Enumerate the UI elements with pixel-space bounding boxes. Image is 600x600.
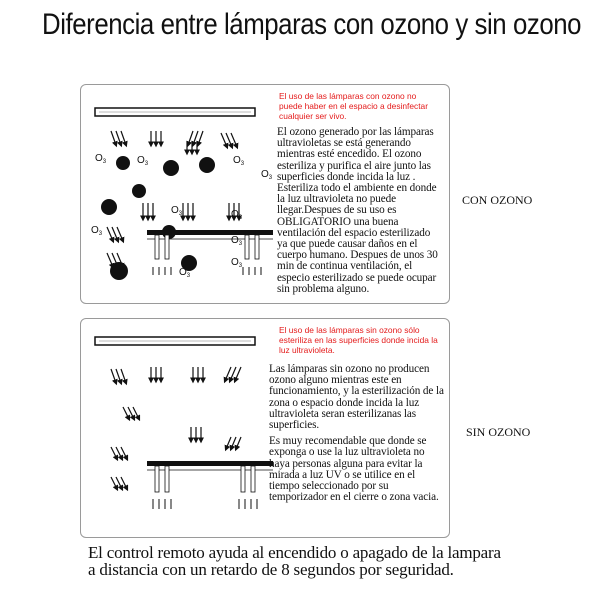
uv-ray-arrow xyxy=(225,367,231,381)
uv-ray-arrow xyxy=(231,133,237,147)
ozone-particle-icon xyxy=(116,156,130,170)
panel-sin-ozono xyxy=(80,318,450,538)
ozone-o3-label: $O_3$ xyxy=(231,235,243,247)
uv-ray-arrow xyxy=(107,227,113,241)
con-ozono-description xyxy=(277,127,443,295)
uv-ray-arrow xyxy=(133,407,139,419)
uv-ray-arrow xyxy=(111,447,117,459)
sin-ozono-description-paragraph-1: Las lámparas sin ozono no producen ozono alguno mientras este en funcionamiento, y la esterilización de la zona o espacio donde incida la luz ultravioleta seran esterilizanas las superficies. xyxy=(269,363,444,432)
sin-ozono-label: SIN OZONO xyxy=(466,425,531,439)
con-ozono-label: CON OZONO xyxy=(462,193,533,207)
uv-ray-arrow xyxy=(231,437,236,449)
ozone-particle-icon xyxy=(110,262,128,280)
uv-ray-arrow xyxy=(230,367,236,381)
page-title: Diferencia entre lámparas con ozono y sin ozono xyxy=(42,8,582,41)
uv-ray-arrow xyxy=(111,131,116,145)
ozone-particle-icon xyxy=(132,184,146,198)
sin-ozono-description-paragraph-2: Es muy recomendable que donde se exponga o use la luz ultravioleta no haya personas alguna para evitar la mirada a luz UV o se utilice en el tiempo seleccionado por su temporizador en el cierre o zona vacia. xyxy=(269,435,439,504)
ozone-o3-label: $O_3$ xyxy=(137,155,149,167)
ozone-o3-label: $O_3$ xyxy=(95,153,107,165)
con-ozono-description-paragraph: El ozono generado por las lámparas ultravioletas se está generando mientras esté encedido. El ozono esteriliza y purifica el aire junto las superficies donde incida la luz . Esteriliza todo el ambiente en donde la luz ultravioleta no puede llegar.Despues de su uso es OBLIGATORIO una buena ventilación del espacio esterilizado ya que puede causar daños en el cuerpo humano. Despues de unos 30 min de continua ventilación, el especio esterilizado se puede ocupar sin problema alguno. xyxy=(277,126,438,295)
uv-ray-arrow xyxy=(112,227,118,241)
sin-ozono-description xyxy=(269,364,445,503)
ozone-o3-label: $O_3$ xyxy=(91,225,103,237)
uv-ray-arrow xyxy=(116,131,121,145)
footer-note xyxy=(88,544,588,578)
uv-ray-arrow xyxy=(121,131,126,145)
ozone-particle-icon xyxy=(163,160,179,176)
table-surface-icon xyxy=(147,230,273,275)
uv-ray-arrow xyxy=(116,477,122,489)
uv-ray-arrow xyxy=(123,407,129,419)
footer-line-1: El control remoto ayuda al encendido o apagado de la lampara xyxy=(88,543,501,562)
uv-lamp-tube-icon xyxy=(95,337,255,345)
uv-ray-arrow xyxy=(226,133,232,147)
uv-ray-arrow xyxy=(111,369,116,383)
uv-ray-arrow xyxy=(235,367,241,381)
uv-lamp-tube-icon xyxy=(95,108,255,116)
ozone-o3-label: $O_3$ xyxy=(231,209,243,221)
ozone-o3-label: $O_3$ xyxy=(231,257,243,269)
uv-ray-arrow xyxy=(116,447,122,459)
uv-ray-arrow xyxy=(107,253,113,267)
ozone-o3-label: $O_3$ xyxy=(233,155,245,167)
uv-ray-arrows-icon xyxy=(107,131,239,267)
uv-ray-arrow xyxy=(121,369,126,383)
uv-ray-arrow xyxy=(128,407,134,419)
ozone-particle-icon xyxy=(101,199,117,215)
uv-ray-arrow xyxy=(226,437,231,449)
ozone-o3-label: $O_3$ xyxy=(179,267,191,279)
ozone-particle-icon xyxy=(199,157,215,173)
table-surface-icon xyxy=(147,461,273,509)
ozone-particle-icons xyxy=(101,156,215,280)
footer-line-2: a distancia con un retardo de 8 segundos por seguridad. xyxy=(88,560,454,579)
uv-ray-arrow xyxy=(121,447,127,459)
ozone-o3-label: $O_3$ xyxy=(171,205,183,217)
ozone-o3-label: $O_3$ xyxy=(261,169,273,181)
sin-ozono-warning: El uso de las lámparas sin ozono sólo esteriliza en las superficies donde incida la luz ultravioleta. xyxy=(279,325,438,355)
uv-ray-arrow xyxy=(221,133,227,147)
uv-ray-arrow xyxy=(116,369,121,383)
panel-con-ozono xyxy=(80,84,450,304)
uv-ray-arrows-icon xyxy=(111,367,241,489)
uv-ray-arrow xyxy=(117,227,123,241)
uv-ray-arrow xyxy=(198,131,203,145)
con-ozono-warning: El uso de las lámparas con ozono no puede haber en el espacio a desinfectar cualquier ser vivo. xyxy=(279,91,428,121)
uv-ray-arrow xyxy=(121,477,127,489)
uv-ray-arrow xyxy=(111,477,117,489)
uv-ray-arrow xyxy=(236,437,241,449)
